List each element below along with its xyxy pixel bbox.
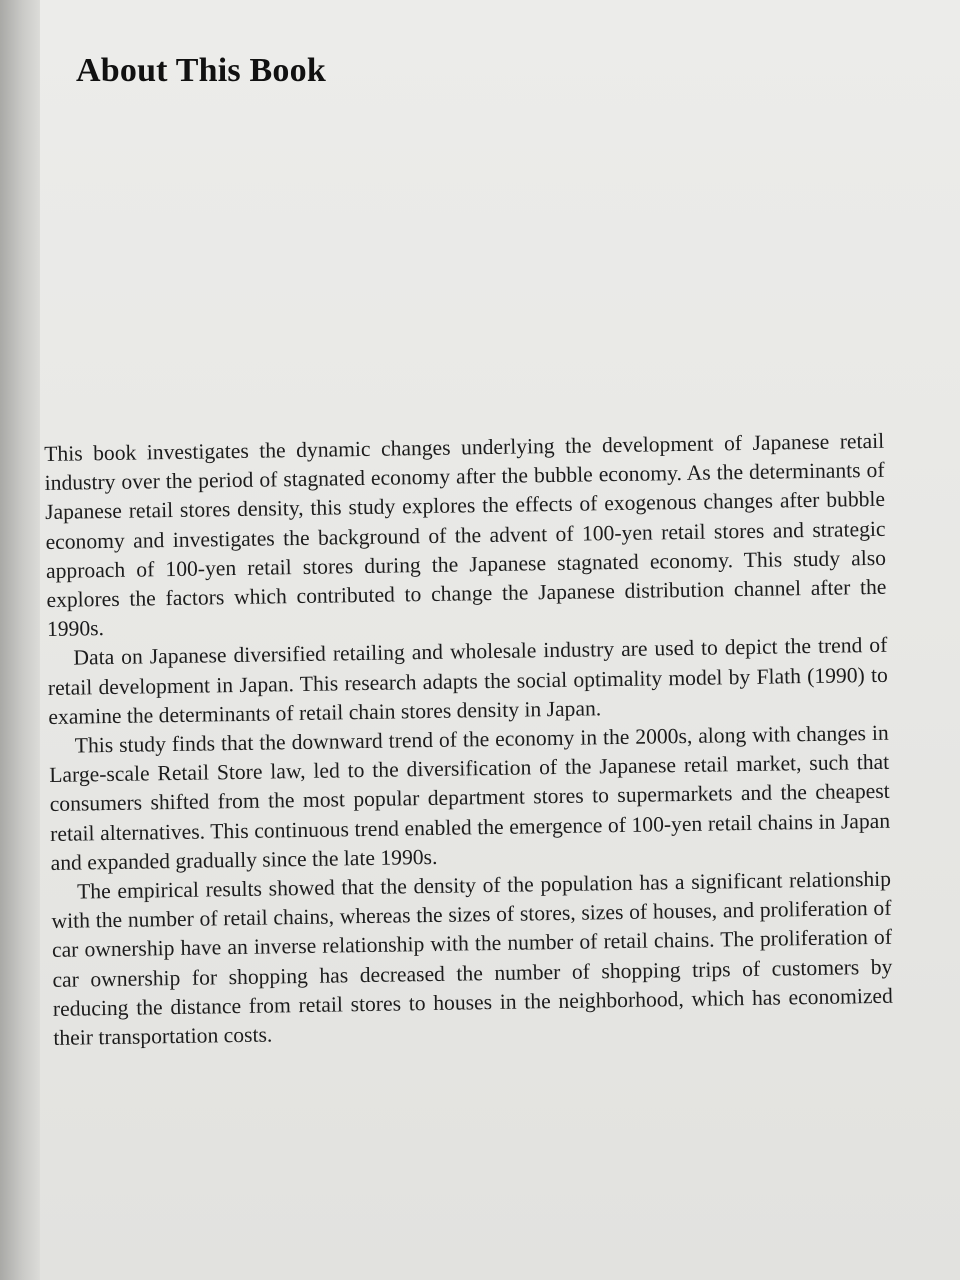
- paragraph-1: This book investigates the dynamic changes underlying the development of Japanese retail industry over the period of stagnated economy after the bubble economy. As the determinants of Japanese retail stores density, this study explores the effects of exogenous changes after bubble economy and investigates the background of the advent of 100-yen retail stores and strategic approach of 100-yen retail stores during the Japanese stagnated economy. This study also explores the factors which contributed to change the Japanese distribution channel after the 1990s.: [44, 428, 887, 642]
- book-gutter-shadow: [0, 0, 40, 1280]
- book-page: [40, 0, 960, 1280]
- paragraph-4: The empirical results showed that the density of the population has a significant relationship with the number of retail chains, whereas the sizes of stores, sizes of houses, and proliferation of car ownership have an inverse relationship with the number of retail chains. The proliferation of car ownership for shopping has decreased the number of shopping trips of customers by reducing the distance from retail stores to houses in the neighborhood, which has economized their transportation costs.: [51, 866, 894, 1050]
- about-body: [44, 427, 894, 1053]
- paragraph-2: Data on Japanese diversified retailing and wholesale industry are used to depict the trend of retail development in Japan. This research adapts the social optimality model by Flath (1990) to examine the determinants of retail chain stores density in Japan.: [47, 633, 888, 729]
- paragraph-3: This study finds that the downward trend of the economy in the 2000s, along with changes in Large-scale Retail Store law, led to the diversification of the Japanese retail market, such that consumers shifted from the most popular department stores to supermarkets and the cheapest retail alternatives. This continuous trend enabled the emergence of 100-yen retail chains in Japan and expanded gradually since the late 1990s.: [49, 720, 891, 875]
- page-title: About This Book: [76, 52, 326, 89]
